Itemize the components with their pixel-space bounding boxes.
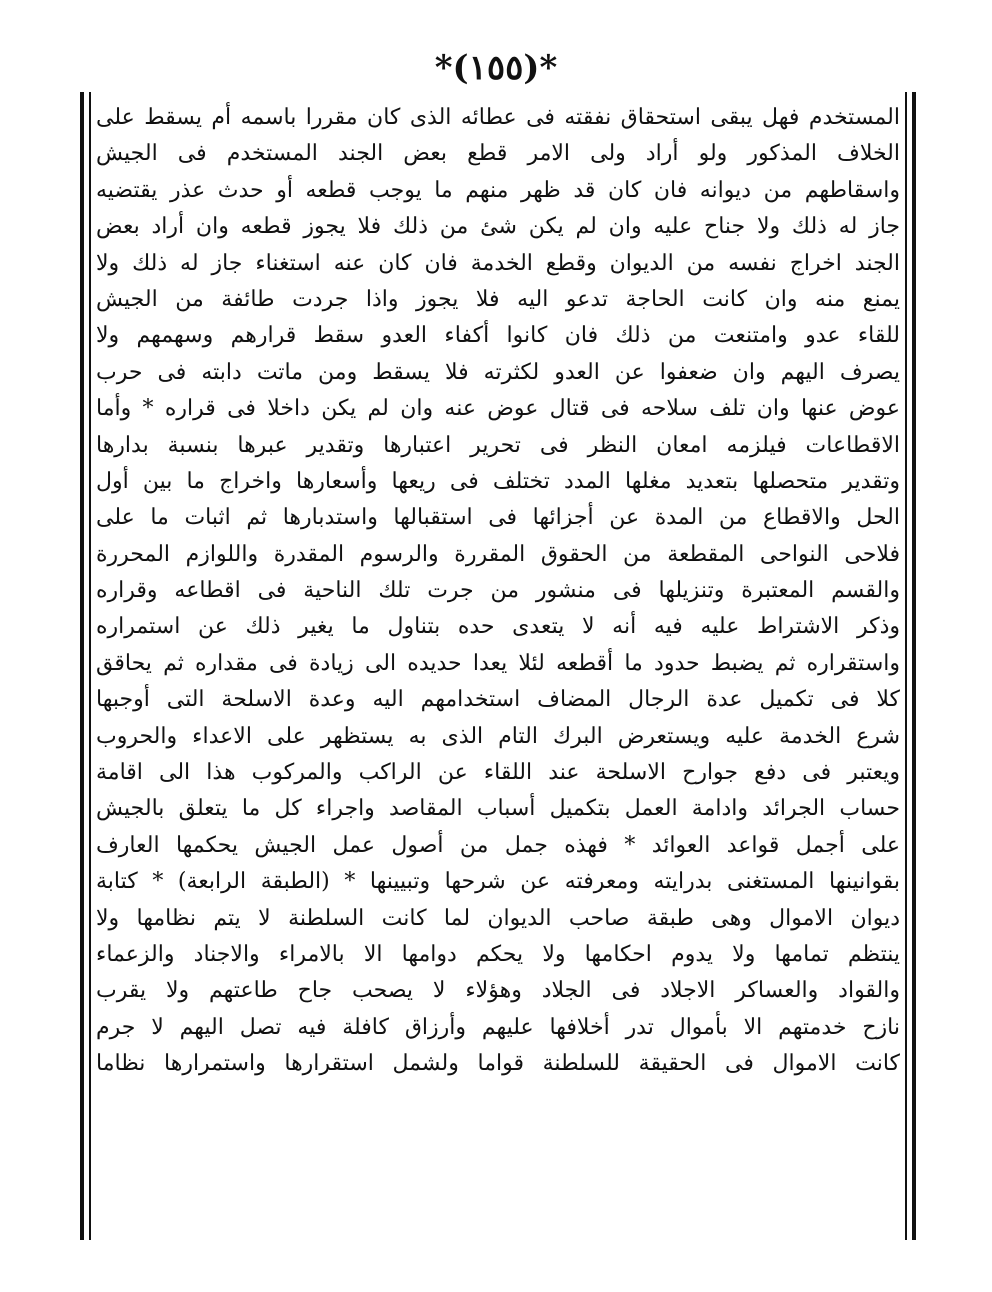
text-line: المستخدم فهل يبقى استحقاق نفقته فى عطائه الذى كان مقررا باسمه أم يسقط على [96, 105, 900, 130]
text-line: يمنع منه وان كانت الحاجة تدعو اليه فلا يجوز واذا جردت طائفة من الجيش [96, 286, 900, 312]
text-line: واستقراره ثم يضبط حدود ما أقطعه لئلا يعدا حديده الى زيادة فى مقداره ثم يحاقق [96, 650, 900, 676]
text-line: حساب الجرائد وادامة العمل بتكميل أسباب المقاصد واجراء كل ما يتعلق بالجيش [96, 796, 900, 822]
text-line: الخلاف المذكور ولو أراد ولى الامر قطع بعض الجند المستخدم فى الجيش [96, 141, 900, 167]
text-line: للقاء عدو وامتنعت من ذلك فان كانوا أكفاء العدو سقط قرارهم وسهمهم ولا [96, 323, 900, 349]
text-line: ويعتبر فى دفع جوارح الاسلحة عند اللقاء عن الراكب والمركوب هذا الى اقامة [96, 760, 900, 786]
text-line: على أجمل قواعد العوائد * فهذه جمل من أصول عمل الجيش يحكمها العارف [96, 832, 900, 858]
text-line: ديوان الاموال وهى طبقة صاحب الديوان لما كانت السلطنة لا يتم نظامها ولا [96, 905, 900, 931]
body-text [96, 100, 900, 1230]
text-line: نازح خدمتهم الا بأموال تدر أخلافها عليهم وأرزاق كافلة فيه تصل اليهم لا جرم [96, 1014, 900, 1040]
text-line: والقواد والعساكر الاجلاد فى الجلاد وهؤلاء لا يصحب جاح طاعتهم ولا يقرب [96, 978, 900, 1004]
text-line: جاز له ذلك ولا جناح عليه وان لم يكن شئ من ذلك فلا يجوز قطعه وان أراد بعض [96, 214, 900, 240]
text-line: الاقطاعات فيلزمه امعان النظر فى تحرير اعتبارها وتقدير عبرها بنسبة بدارها [96, 432, 900, 458]
text-line: عوض عنها وان تلف سلاحه فى قتال عوض عنه وان لم يكن داخلا فى قراره * وأما [96, 396, 900, 422]
text-line: فلاحى النواحى المقطعة من الحقوق المقررة والرسوم المقدرة واللوازم المحررة [96, 541, 900, 567]
text-line: وتقدير متحصلها بتعديد مغلها المدد تختلف فى ريعها وأسعارها واخراج ما بين أول [96, 468, 900, 494]
page-number: *(١٥٥)* [434, 48, 558, 88]
text-line: واسقاطهم من ديوانه فان كان قد ظهر منهم ما يوجب قطعه أو حدث عذر يقتضيه [96, 177, 900, 203]
text-line: بقوانينها المستغنى بدرايته ومعرفته عن شرحها وتبيينها * (الطبقة الرابعة) * كتابة [96, 869, 900, 895]
text-line: والقسم المعتبرة وتنزيلها فى منشور من جرت تلك الناحية فى اقطاعه وقراره [96, 578, 900, 604]
text-line: الجند اخراج نفسه من الديوان وقطع الخدمة فان كان عنه استغناء جاز له ذلك ولا [96, 250, 900, 276]
text-line: وذكر الاشتراط عليه فيه أنه لا يتعدى حده بتناول ما يغير ذلك عن استمراره [96, 614, 900, 640]
text-line: شرع الخدمة عليه ويستعرض البرك التام الذى به يستظهر على الاعداء والحروب [96, 723, 900, 749]
text-line: يصرف اليهم وان ضعفوا عن العدو لكثرته فلا يسقط ومن ماتت دابته فى حرب [96, 359, 900, 385]
text-line: كانت الاموال فى الحقيقة للسلطنة قواما ولشمل استقرارها واستمرارها نظاما [96, 1051, 900, 1077]
text-line: الحل والاقطاع من المدة عن أجزائها فى استقبالها واستدبارها ثم اثبات ما على [96, 505, 900, 531]
text-line: ينتظم تمامها ولا يدوم احكامها ولا يحكم دوامها الا بالامراء والاجناد والزعماء [96, 941, 900, 967]
text-line: كلا فى تكميل عدة الرجال المضاف استخدامهم اليه وعدة الاسلحة التى أوجبها [96, 687, 900, 713]
